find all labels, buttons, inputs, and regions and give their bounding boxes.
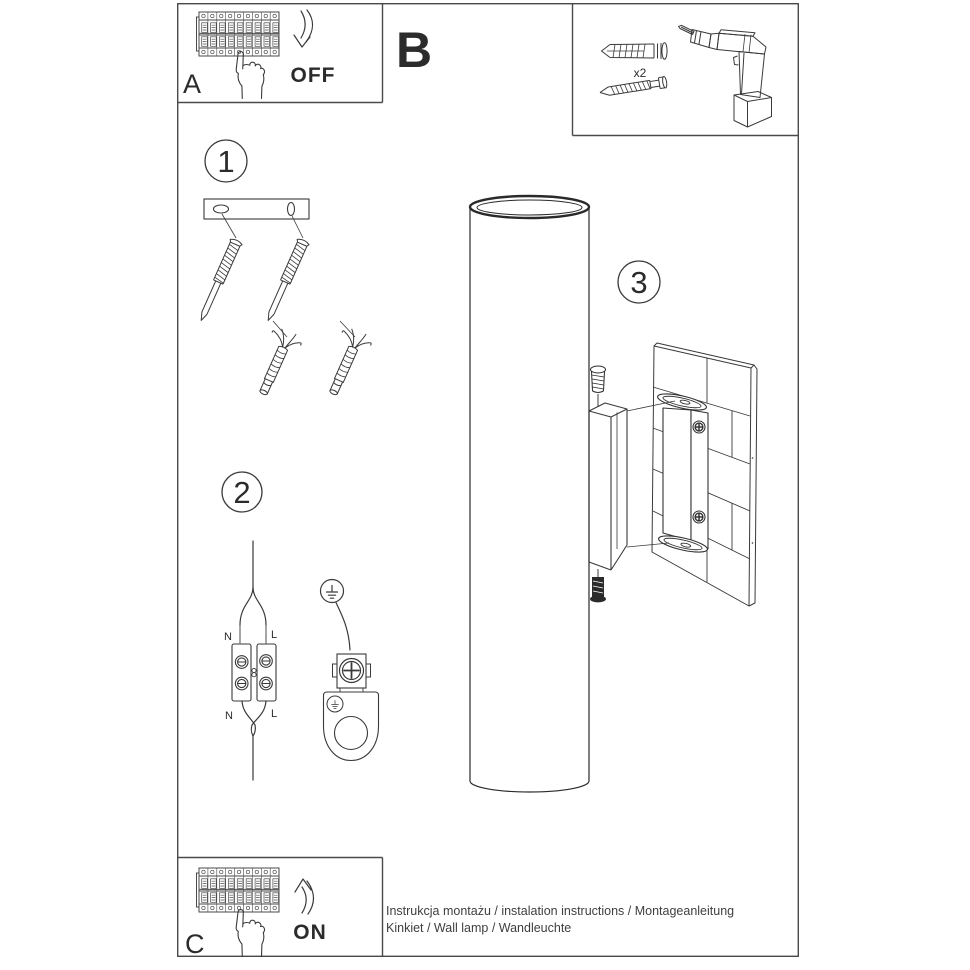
step1-group	[195, 140, 374, 400]
section-b-label: B	[396, 22, 433, 78]
instruction-sheet-canvas	[177, 3, 799, 957]
neutral-bottom-label: N	[225, 710, 233, 722]
terminal-block-wiring	[232, 541, 276, 780]
screw-left-icon	[195, 238, 243, 323]
step1-number: 1	[217, 144, 235, 179]
breaker-panel-illustration	[197, 12, 280, 56]
live-bottom-label: L	[270, 708, 278, 720]
power-off-box	[183, 10, 336, 99]
pointing-hand-icon	[236, 52, 264, 99]
flip-up-arrow-icon	[295, 879, 314, 914]
wall-plug-left-icon	[248, 325, 304, 400]
ground-symbol-small-icon	[332, 700, 339, 708]
on-label: ON	[293, 921, 327, 944]
step3-group	[470, 196, 757, 792]
step2-group	[222, 472, 379, 780]
live-top-label: L	[270, 629, 278, 641]
screw-right-icon	[262, 238, 310, 323]
wall-plug-right-icon	[318, 325, 374, 400]
drill-icon	[679, 25, 772, 127]
mounting-plate-icon	[204, 199, 355, 337]
section-a-label: A	[183, 69, 202, 99]
breaker-panel-illustration	[197, 868, 280, 912]
tools-box	[599, 25, 771, 127]
top-screw-icon	[591, 366, 606, 407]
wall-plug-icon	[602, 43, 668, 59]
footer-line1: Instrukcja montażu / instalation instructions / Montageanleitung	[386, 904, 735, 918]
footer-line2: Kinkiet / Wall lamp / Wandleuchte	[386, 921, 572, 935]
step2-number: 2	[233, 475, 251, 510]
bottom-screw-icon	[590, 569, 606, 602]
step1-badge	[205, 140, 247, 182]
instruction-sheet	[177, 3, 799, 957]
step3-number: 3	[630, 265, 648, 300]
flip-down-arrow-icon	[294, 10, 313, 47]
ground-symbol-icon	[327, 586, 338, 599]
section-c-label: C	[185, 929, 205, 957]
pointing-hand-icon	[236, 910, 264, 957]
neutral-top-label: N	[224, 631, 232, 643]
footer	[386, 904, 734, 935]
lamp-tube-icon	[470, 196, 589, 792]
ground-wire-assembly	[321, 580, 379, 761]
power-on-box	[185, 868, 327, 957]
step3-badge	[618, 261, 660, 303]
anchor-quantity-label: x2	[633, 66, 647, 80]
wall-bracket-icon	[656, 391, 708, 556]
off-label: OFF	[290, 64, 336, 87]
step2-badge	[222, 472, 262, 512]
